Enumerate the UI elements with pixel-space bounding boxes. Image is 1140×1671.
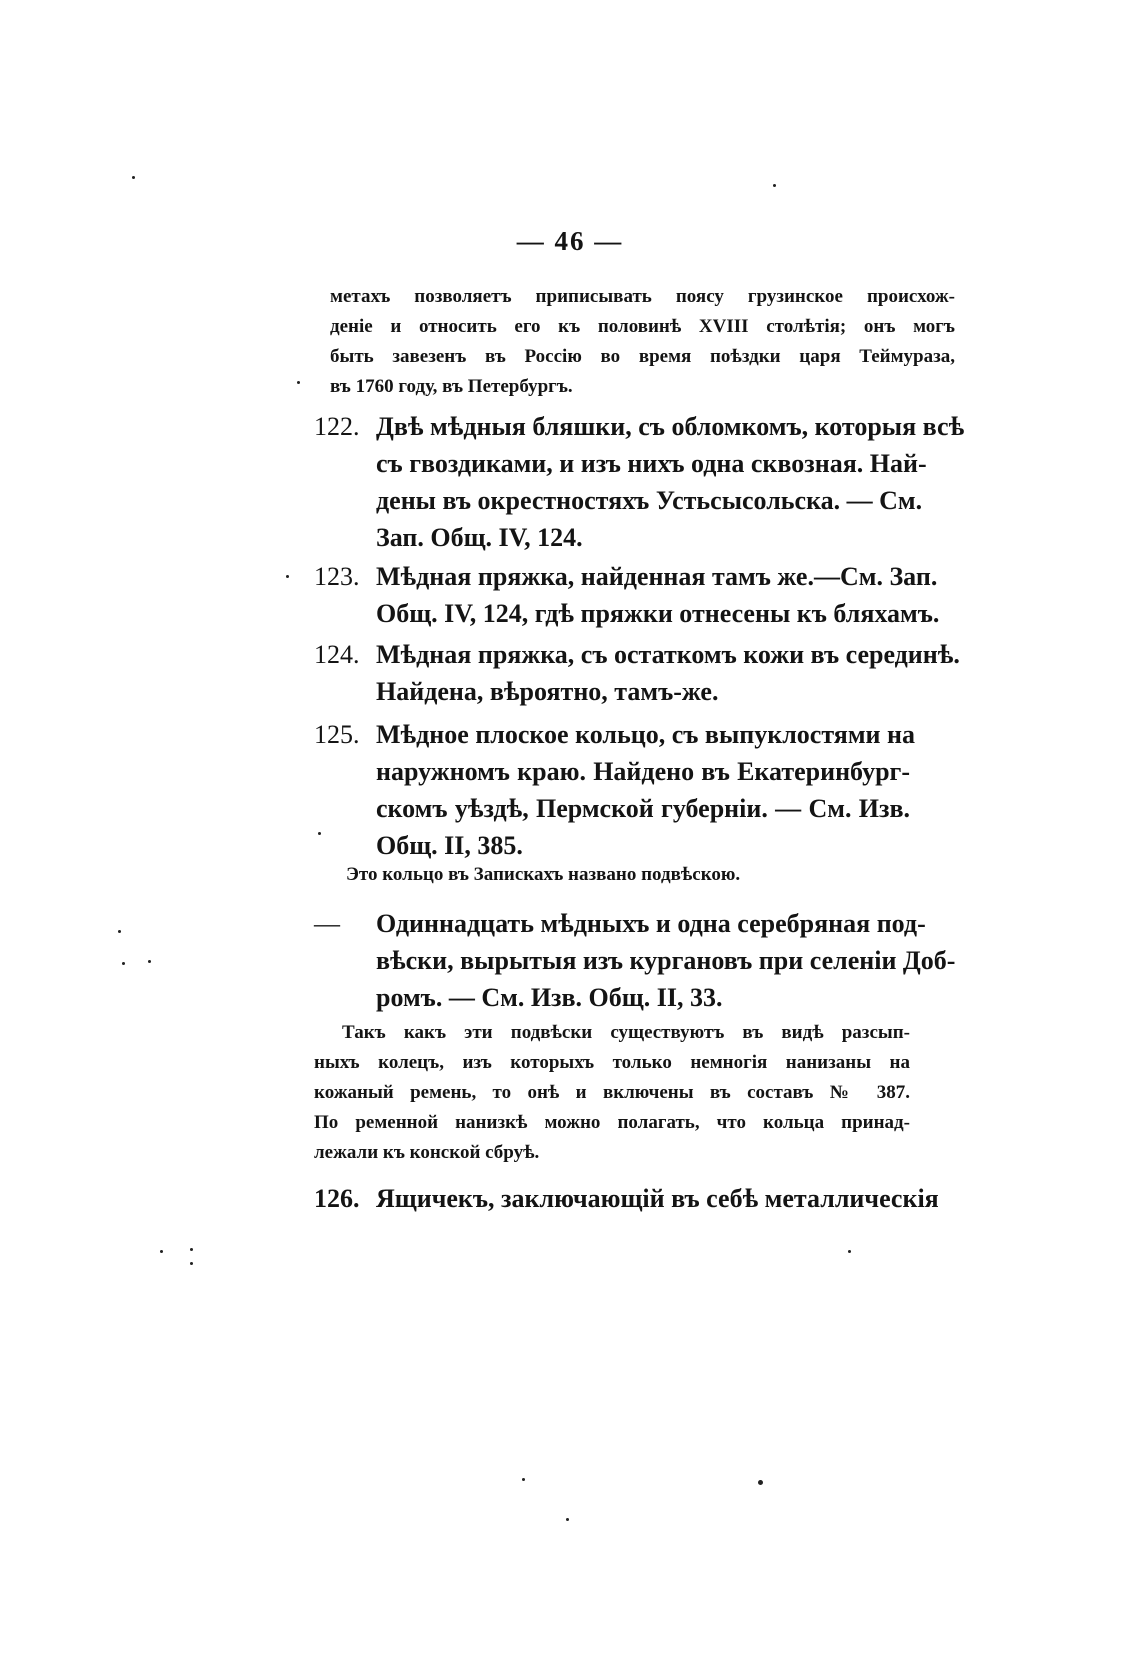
note-line: лежали къ конской сбруѣ.	[314, 1142, 540, 1163]
note-line: По ременной нанизкѣ можно полагать, что кольца принад-	[314, 1112, 910, 1133]
note-line: ныхъ колецъ, изъ которыхъ только немногія нанизаны на	[314, 1052, 910, 1073]
entry-line: Мѣдное плоское кольцо, съ выпуклостями на	[376, 720, 916, 749]
entry-125	[314, 716, 916, 864]
entry-line: Двѣ мѣдныя бляшки, съ обломкомъ, которыя всѣ	[376, 412, 965, 441]
note-dash	[314, 1018, 910, 1168]
entry-line: вѣски, вырытыя изъ кургановъ при селеніи Доб-	[376, 946, 956, 975]
entry-line: Зап. Общ. IV, 124.	[376, 523, 583, 552]
entry-123	[314, 558, 940, 632]
entry-dash-mark: —	[314, 909, 340, 938]
entry-number: 123.	[314, 562, 360, 591]
entry-line: Мѣдная пряжка, найденная тамъ же.—См. Зап.	[376, 562, 938, 591]
entry-number: 124.	[314, 640, 360, 669]
entry-line: Общ. II, 385.	[376, 831, 523, 860]
scan-speck	[190, 1262, 193, 1265]
entry-line: Одиннадцать мѣдныхъ и одна серебряная под-	[376, 909, 926, 938]
note-125: Это кольцо въ Запискахъ названо подвѣскою.	[346, 864, 741, 885]
entry-line: дены въ окрестностяхъ Устьсысольска. — См.	[376, 486, 923, 515]
intro-line: метахъ позволяетъ приписывать поясу грузинское происхож-	[330, 286, 955, 307]
entry-number: 126.	[314, 1184, 360, 1213]
scan-speck	[148, 960, 151, 963]
entry-line: Мѣдная пряжка, съ остаткомъ кожи въ серединѣ.	[376, 640, 960, 669]
scan-speck	[118, 930, 121, 933]
entry-124	[314, 636, 960, 710]
scan-speck	[318, 832, 321, 835]
scan-speck	[522, 1478, 525, 1481]
scan-speck	[286, 575, 289, 578]
scan-speck	[848, 1250, 851, 1253]
scan-speck	[758, 1480, 763, 1485]
scan-speck	[773, 184, 776, 187]
entry-122	[314, 408, 965, 556]
entry-line: Ящичекъ, заключающій въ себѣ металлическія	[376, 1184, 939, 1213]
intro-paragraph	[330, 282, 955, 402]
scan-speck	[122, 962, 125, 965]
page-number: — 46 —	[516, 226, 624, 256]
scan-speck	[160, 1250, 163, 1253]
entry-line: наружномъ краю. Найдено въ Екатеринбург-	[376, 757, 910, 786]
intro-line: въ 1760 году, въ Петербургъ.	[330, 376, 573, 397]
entry-line: Найдена, вѣроятно, тамъ-же.	[376, 677, 719, 706]
entry-dash	[314, 905, 956, 1016]
intro-line: деніе и относить его къ половинѣ XVIII столѣтія; онъ могъ	[330, 316, 955, 337]
scan-speck	[297, 381, 300, 384]
entry-line: скомъ уѣздѣ, Пермской губерніи. — См. Изв.	[376, 794, 910, 823]
entry-number: 122.	[314, 412, 360, 441]
entry-line: съ гвоздиками, и изъ нихъ одна сквозная. Най-	[376, 449, 927, 478]
intro-line: быть завезенъ въ Россію во время поѣздки царя Теймураза,	[330, 346, 955, 367]
entry-line: Общ. IV, 124, гдѣ пряжки отнесены къ бляхамъ.	[376, 599, 940, 628]
entry-number: 125.	[314, 720, 360, 749]
scan-speck	[566, 1518, 569, 1521]
scan-speck	[132, 176, 135, 179]
scan-speck	[190, 1248, 193, 1251]
entry-line: ромъ. — См. Изв. Общ. II, 33.	[376, 983, 723, 1012]
note-line: кожаный ремень, то онѣ и включены въ составъ № 387.	[314, 1082, 910, 1103]
entry-126	[314, 1180, 939, 1217]
note-line: Такъ какъ эти подвѣски существуютъ въ видѣ разсып-	[342, 1022, 910, 1043]
